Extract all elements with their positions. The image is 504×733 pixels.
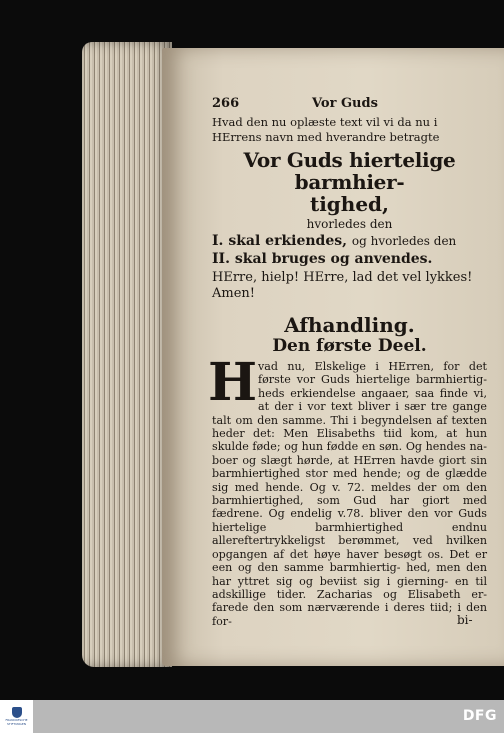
point-1-tail: og hvorledes den	[351, 234, 457, 248]
point-1-number: I.	[212, 233, 224, 249]
dfg-logo[interactable]: DFG	[462, 708, 497, 724]
catchword: bi-	[457, 613, 473, 627]
drop-cap-initial: H	[208, 352, 258, 413]
point-1	[212, 232, 487, 250]
section-title: Afhandling.	[284, 313, 415, 337]
viewer-footer	[0, 700, 504, 733]
book-page-edges	[82, 42, 172, 667]
running-head: Vor Guds	[312, 96, 378, 111]
point-1-text: skal erkiendes,	[228, 233, 347, 249]
prayer: HErre, hielp! HErre, lad det vel lykkes! Amen!	[212, 270, 473, 301]
body-text: vad nu, Elskelige i HErren, for det første vor Guds hiertelige barmhiertig- heds erkiendelse angaaer, saa finde vi, at der i vor text bliver i sær tre gange talt om den samme. Thi i begyndelsen af texten heder det: Men Elisabeths tiid kom, at hun skulde føde; og hun fødde en søn. Og hendes na- boer og slægt hørde, at HErren havde giort sin barmhiertighed stor med hende; og de glædde sig med hende. Og v. 72. meldes der om den barmhiertighed, som Gud har giort med fædrene. Og endelig v.78. bliver den vor Guds hiertelige barmhiertighed endnu allereftertrykkeligst berømmet, ved hvilken opgangen af det høye haver besøgt os. Det er een og den samme barmhiertig- hed, men den har yttret sig og beviist sig i gierning- en til adskillige tider. Zacharias og Elisabeth er- farede den som nærværende i deres tiid; i den for-	[212, 360, 487, 628]
point-2-number: II.	[212, 251, 230, 267]
page-content	[208, 96, 487, 628]
point-2	[212, 250, 487, 268]
section-subtitle: Den første Deel.	[272, 336, 427, 356]
institution-logo[interactable]	[0, 700, 33, 733]
title-line-1: Vor Guds hiertelige barmhier-	[243, 148, 456, 194]
page-header	[212, 96, 487, 111]
logo-text: FRANCKESCHE STIFTUNGEN	[5, 718, 28, 726]
title-line-2: tighed,	[309, 192, 390, 216]
intro-line: Hvad den nu oplæste text vil vi da nu i HErrens navn med hverandre betragte	[212, 115, 440, 144]
subtitle: hvorledes den	[306, 217, 393, 231]
body-paragraph	[208, 352, 487, 628]
point-2-text: skal bruges og anvendes.	[234, 251, 433, 267]
page-number: 266	[212, 96, 240, 111]
crest-icon	[12, 707, 22, 718]
